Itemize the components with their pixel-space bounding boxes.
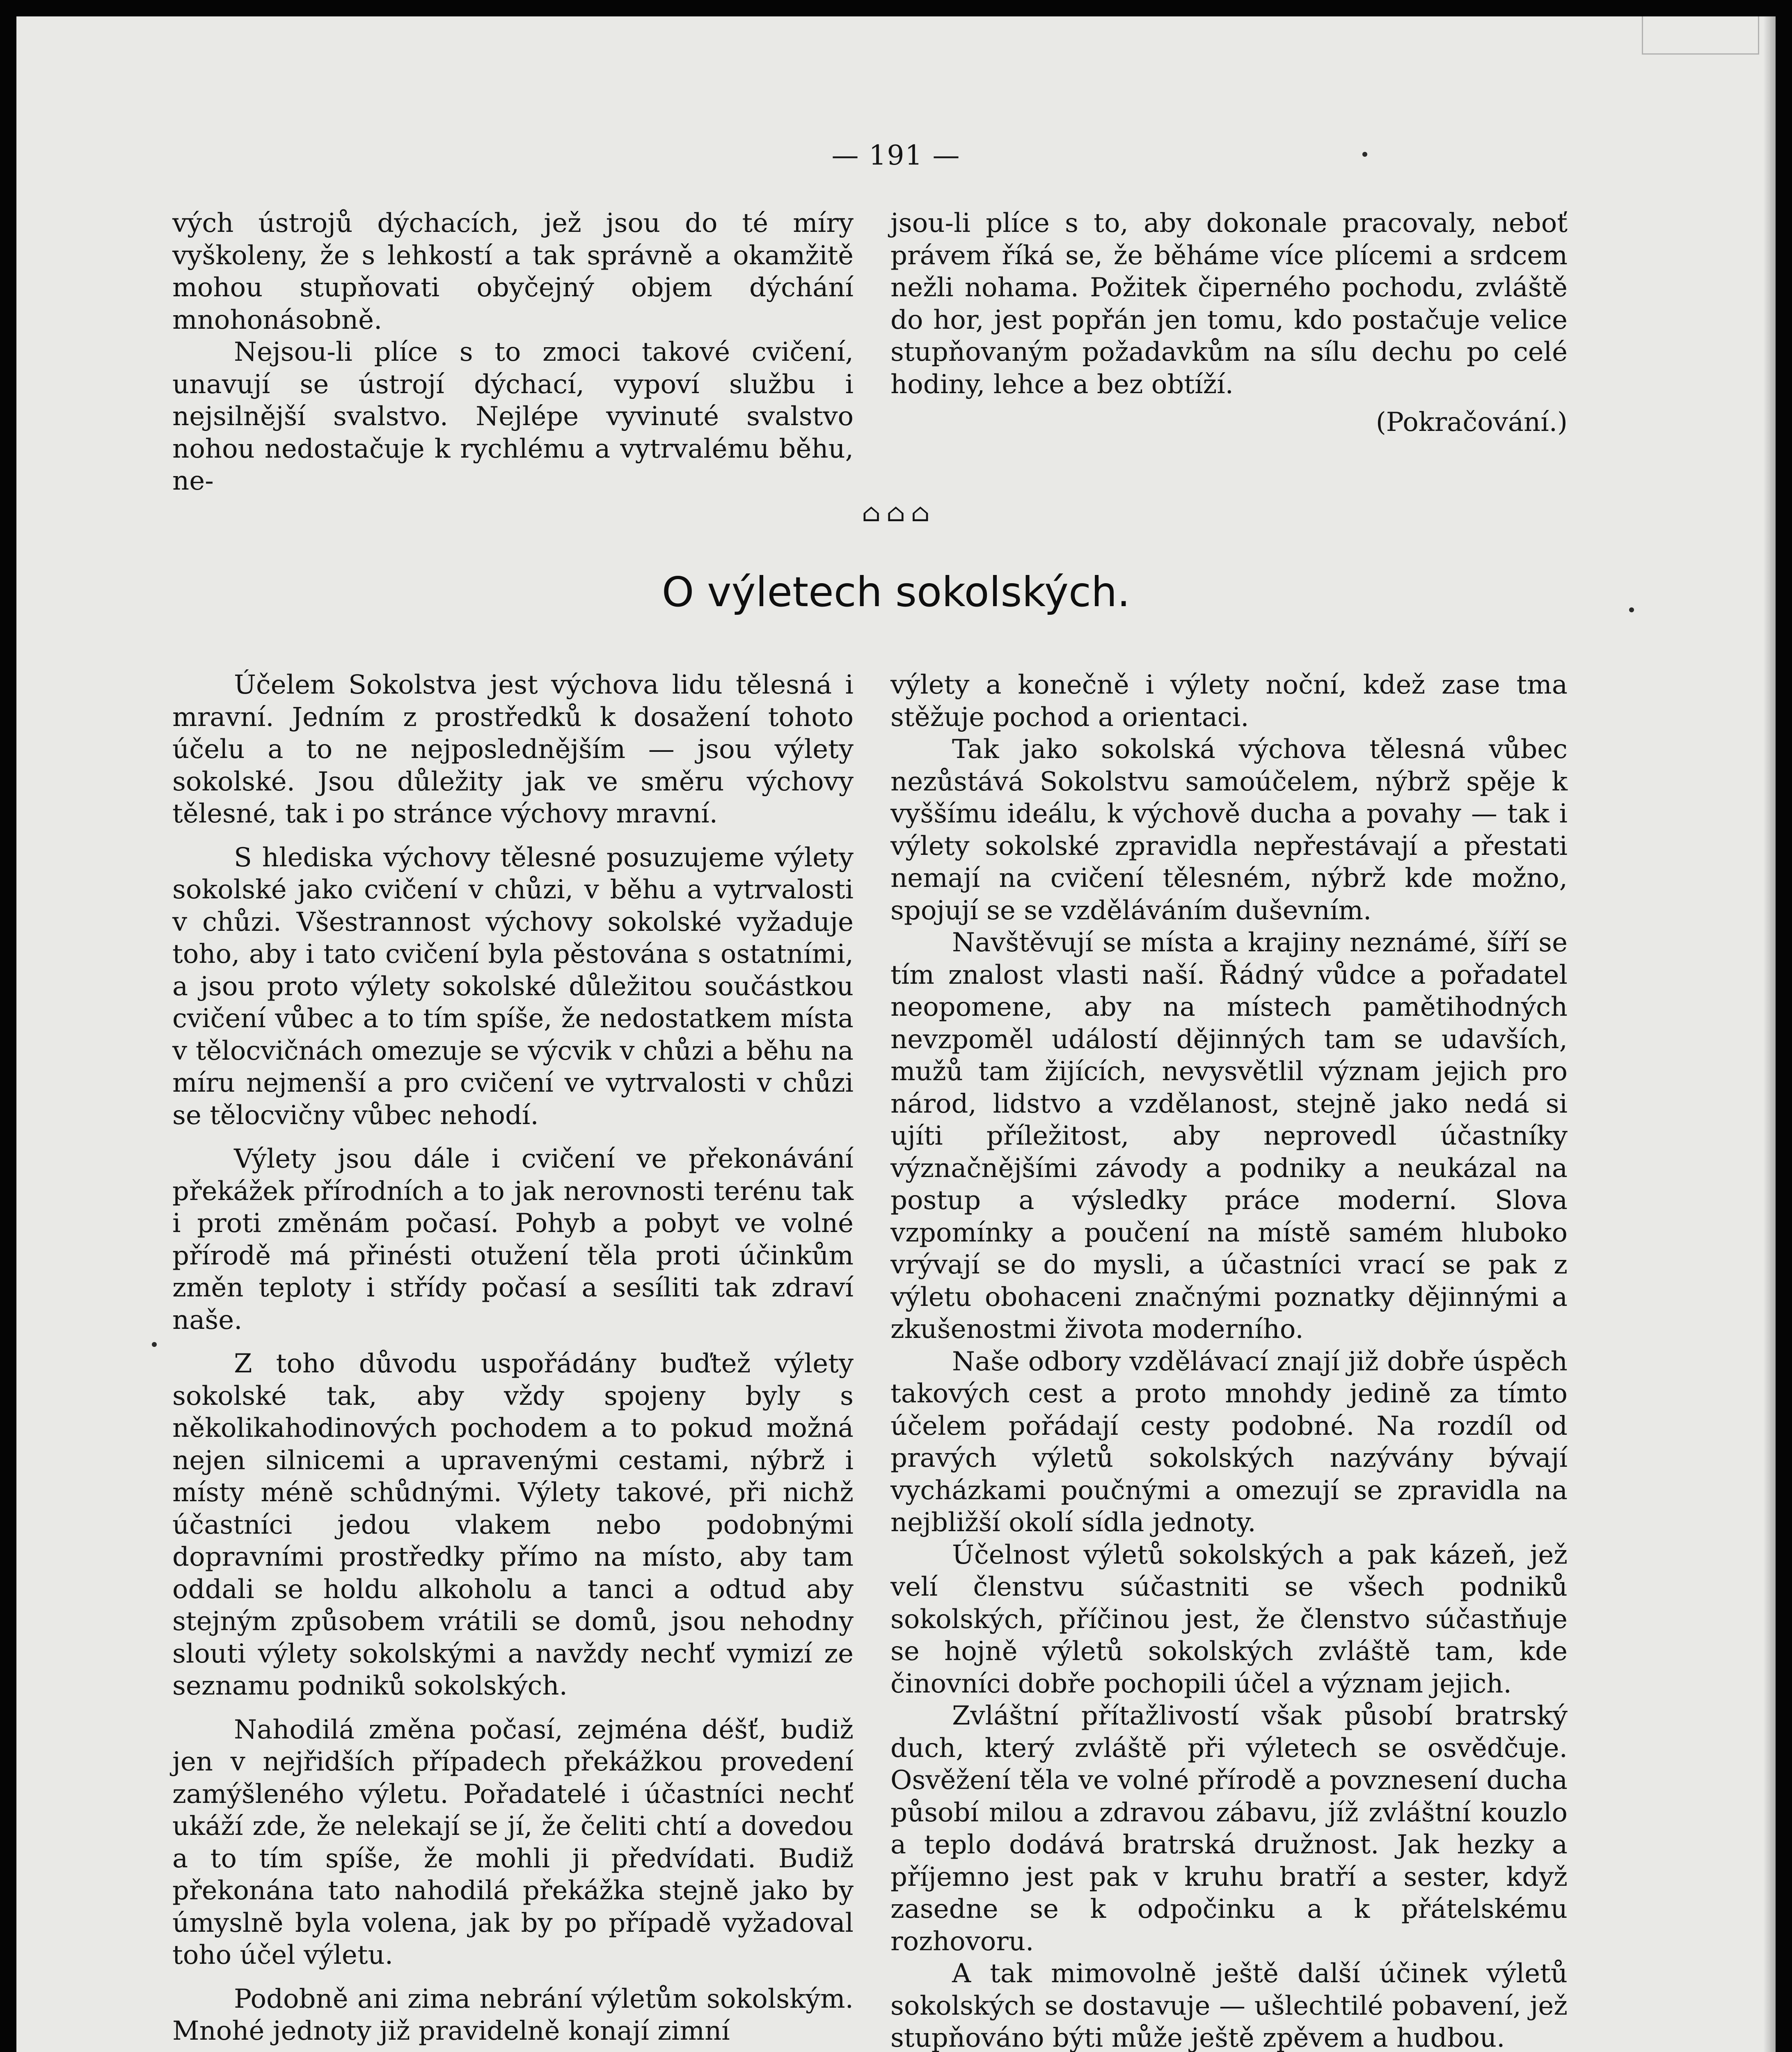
page-edge-shadow	[1763, 16, 1776, 2052]
paragraph: Podobně ani zima nebrání výletům sokolským. Mnohé jednoty již pravidelně konají zimní	[172, 1983, 854, 2046]
paragraph: Účelnost výletů sokolských a pak kázeň, jež velí členstvu súčastniti se všech podniků sokolských, příčinou jest, že členstvo súčastňuje se hojně výletů sokolských zvláště tam, kde činovníci dobře pochopili účel a význam jejich.	[890, 1539, 1568, 1699]
paragraph: Nejsou-li plíce s to zmoci takové cvičení, unavují se ústrojí dýchací, vypoví službu i nejsilnější svalstvo. Nejlépe vyvinuté svalstvo nohou nedostačuje k rychlému a vytrvalému běhu, ne-	[172, 337, 854, 496]
top-left-column	[172, 207, 854, 497]
continuation-note: (Pokračování.)	[1375, 407, 1568, 437]
paragraph: jsou-li plíce s to, aby dokonale pracovaly, neboť právem říká se, že běháme více plícemi a srdcem nežli nohama. Požitek čiperného pochodu, zvláště do hor, jest popřán jen tomu, kdo postačuje velice stupňovaným požadavkům na sílu dechu po celé hodiny, lehce a bez obtíží.	[890, 208, 1568, 400]
paragraph: Nahodilá změna počasí, zejména déšť, budiž jen v nejřidších případech překážkou provedení zamýšleného výletu. Pořadatelé i účastníci nechť ukáží zde, že nelekají se jí, že čeliti chtí a dovedou a to tím spíše, že mohli ji předvídati. Budiž překonána tato nahodilá překážka stejně jako by úmyslně byla volena, jak by po případě vyžadoval toho účel výletu.	[172, 1714, 854, 1970]
paragraph: S hlediska výchovy tělesné posuzujeme výlety sokolské jako cvičení v chůzi, v běhu a vytrvalosti v chůzi. Všestrannost výchovy sokolské vyžaduje toho, aby i tato cvičení byla pěstována s ostatními, a jsou proto výlety sokolské důležitou součástkou cvičení vůbec a to tím spíše, že nedostatkem místa v tělocvičnách omezuje se výcvik v chůzi a běhu na míru nejmenší a pro cvičení ve vytrvalosti v chůzi se tělocvičny vůbec nehodí.	[172, 842, 854, 1131]
page-number: — 191 —	[831, 140, 961, 171]
main-right-column	[890, 669, 1568, 2052]
paragraph: A tak mimovolně ještě další účinek výletů sokolských se dostavuje — ušlechtilé pobavení, jež stupňováno býti může ještě zpěvem a hudbou.	[890, 1958, 1568, 2052]
paragraph: Zvláštní přítažlivostí však působí bratrský duch, který zvláště při výletech se osvědčuje. Osvěžení těla ve volné přírodě a povznesení ducha působí milou a zdravou zábavu, jíž zvláštní kouzlo a teplo dodává bratrská družnost. Jak hezky a příjemno jest pak v kruhu bratří a sester, když zasedne se k odpočinku a k přátelskému rozhovoru.	[890, 1701, 1568, 1957]
paragraph: vých ústrojů dýchacích, jež jsou do té míry vyškoleny, že s lehkostí a tak správně a okamžitě mohou stupňovati obyčejný objem dýchání mnohonásobně.	[172, 208, 854, 335]
scan-speck	[152, 1342, 157, 1347]
paragraph: Výlety jsou dále i cvičení ve překonávání překážek přírodních a to jak nerovnosti terénu tak i proti změnám počasí. Pohyb a pobyt ve volné přírodě má přinésti otužení těla proti účinkům změn teploty i střídy počasí a sesíliti tak zdraví naše.	[172, 1144, 854, 1335]
article-title: O výletech sokolských.	[661, 568, 1131, 616]
paragraph: Účelem Sokolstva jest výchova lidu tělesná i mravní. Jedním z prostředků k dosažení tohoto účelu a to ne nejposlednějším — jsou výlety sokolské. Jsou důležity jak ve směru výchovy tělesné, tak i po stránce výchovy mravní.	[172, 670, 854, 829]
paragraph: Z toho důvodu uspořádány buďtež výlety sokolské tak, aby vždy spojeny byly s několikahodinových pochodem a to pokud možná nejen silnicemi a upravenými cestami, nýbrž i místy méně schůdnými. Výlety takové, při nichž účastníci jedou vlakem nebo podobnými dopravními prostředky přímo na místo, aby tam oddali se holdu alkoholu a tanci a odtud aby stejným způsobem vrátili se domů, jsou nehodny slouti výlety sokolskými a navždy nechť vymizí ze seznamu podniků sokolských.	[172, 1349, 854, 1701]
main-left-column	[172, 669, 854, 2047]
paragraph: Naše odbory vzdělávací znají již dobře úspěch takových cest a proto mnohdy jedině za tímto účelem pořádají cesty podobné. Na rozdíl od pravých výletů sokolských nazývány bývají vycházkami poučnými a omezují se zpravidla na nejbližší okolí sídla jednoty.	[890, 1346, 1568, 1538]
scan-speck	[1629, 607, 1634, 612]
scan-speck	[1362, 152, 1367, 157]
section-ornament: ⌂⌂⌂	[862, 499, 936, 527]
library-stamp	[1642, 16, 1759, 55]
paragraph: výlety a konečně i výlety noční, kdež zase tma stěžuje pochod a orientaci.	[890, 670, 1568, 733]
scanned-page	[16, 16, 1776, 2052]
paragraph: Tak jako sokolská výchova tělesná vůbec nezůstává Sokolstvu samoúčelem, nýbrž spěje k vyššímu ideálu, k výchově ducha a povahy — tak i výlety sokolské zpravidla nepřestávají a přestati nemají na cvičení tělesném, nýbrž kde možno, spojují se se vzděláváním duševním.	[890, 734, 1568, 926]
top-right-column	[890, 207, 1568, 439]
paragraph: Navštěvují se místa a krajiny neznámé, šíří se tím znalost vlasti naší. Řádný vůdce a pořadatel neopomene, aby na místech pamětihodných nevzpoměl událostí dějinných tam se udavších, mužů tam žijících, nevysvětlil význam jejich pro národ, lidstvo a vzdělanost, stejně jako nedá si ujíti příležitost, aby neprovedl účastníky význačnějšími závody a podniky a neukázal na postup a výsledky práce moderní. Slova vzpomínky a poučení na místě samém hluboko vrývají se do mysli, a účastníci vrací se pak z výletu obohaceni značnými poznatky dějinnými a zkušenostmi života moderního.	[890, 928, 1568, 1344]
